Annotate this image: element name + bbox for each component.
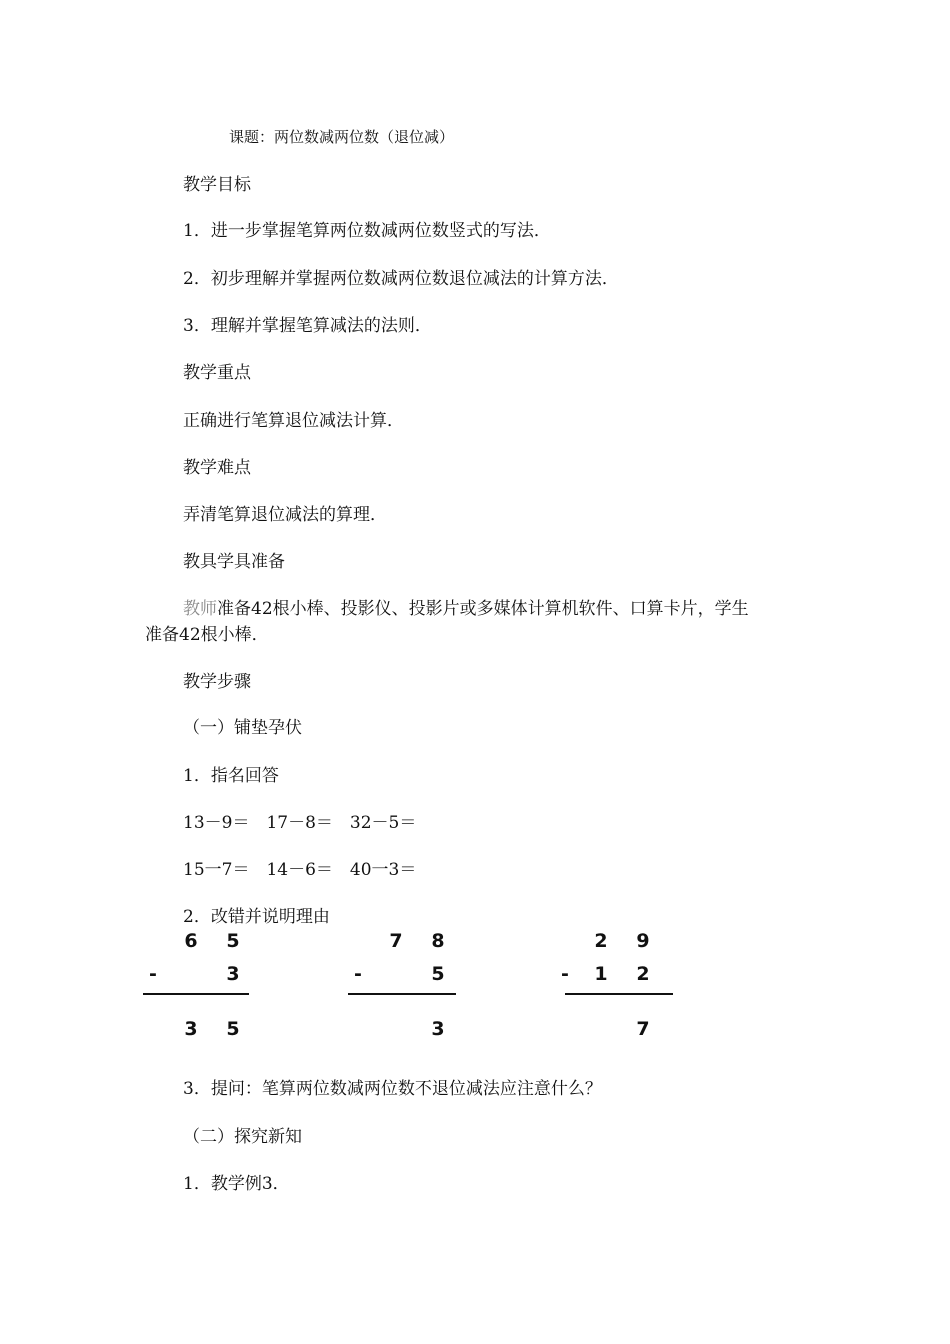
calc1-minus-sign: -	[149, 963, 157, 985]
materials-prefix: 教师	[183, 599, 217, 619]
item-2: 2．改错并说明理由	[183, 907, 330, 927]
difficulty-text: 弄清笔算退位减法的算理．	[183, 505, 387, 525]
item-3: 3．提问：笔算两位数减两位数不退位减法应注意什么？	[183, 1079, 602, 1099]
vertical-calc-3	[557, 930, 687, 1040]
calc3-rule	[565, 993, 673, 995]
calc1-bottom-ones: 3	[226, 963, 240, 985]
calc1-top-ones: 5	[226, 930, 240, 952]
calc3-bottom-ones: 2	[636, 963, 650, 985]
materials-line-1	[183, 598, 749, 620]
calc3-top-ones: 9	[636, 930, 650, 952]
lesson-title: 课题：两位数减两位数（退位减）	[229, 128, 455, 146]
calc1-top-tens: 6	[184, 930, 198, 952]
calc2-minus-sign: -	[354, 963, 362, 985]
calc2-result-ones: 3	[431, 1018, 445, 1040]
materials-line-2: 准备42根小棒．	[145, 625, 269, 645]
calc3-result-ones: 7	[636, 1018, 650, 1040]
goal-2: 2．初步理解并掌握两位数减两位数退位减法的计算方法．	[183, 269, 619, 289]
calc1-result-ones: 5	[226, 1018, 240, 1040]
goals-heading: 教学目标	[183, 175, 251, 195]
oral-row-1: 13－9＝ 17－8＝ 32－5＝	[183, 813, 417, 833]
vertical-calc-2	[348, 930, 478, 1040]
calc2-top-tens: 7	[389, 930, 403, 952]
calc1-result-tens: 3	[184, 1018, 198, 1040]
item-4: 1．教学例3．	[183, 1174, 290, 1194]
item-1: 1．指名回答	[183, 766, 279, 786]
key-text: 正确进行笔算退位减法计算．	[183, 411, 404, 431]
calc3-bottom-tens: 1	[594, 963, 608, 985]
materials-text: 准备42根小棒、投影仪、投影片或多媒体计算机软件、口算卡片，学生	[217, 599, 749, 619]
oral-row-2: 15一7＝ 14－6＝ 40一3＝	[183, 860, 417, 880]
goal-3: 3．理解并掌握笔算减法的法则．	[183, 316, 432, 336]
materials-heading: 教具学具准备	[183, 552, 285, 572]
calc3-minus-sign: -	[561, 963, 569, 985]
vertical-calc-1	[143, 930, 273, 1040]
calc3-top-tens: 2	[594, 930, 608, 952]
calc2-top-ones: 8	[431, 930, 445, 952]
goal-1: 1．进一步掌握笔算两位数减两位数竖式的写法．	[183, 221, 551, 241]
calc2-rule	[348, 993, 456, 995]
difficulty-heading: 教学难点	[183, 458, 251, 478]
calc2-bottom-ones: 5	[431, 963, 445, 985]
calc1-rule	[143, 993, 249, 995]
part2-heading: （二）探究新知	[183, 1127, 302, 1147]
steps-heading: 教学步骤	[183, 672, 251, 692]
part1-heading: （一）铺垫孕伏	[183, 718, 302, 738]
key-heading: 教学重点	[183, 363, 251, 383]
